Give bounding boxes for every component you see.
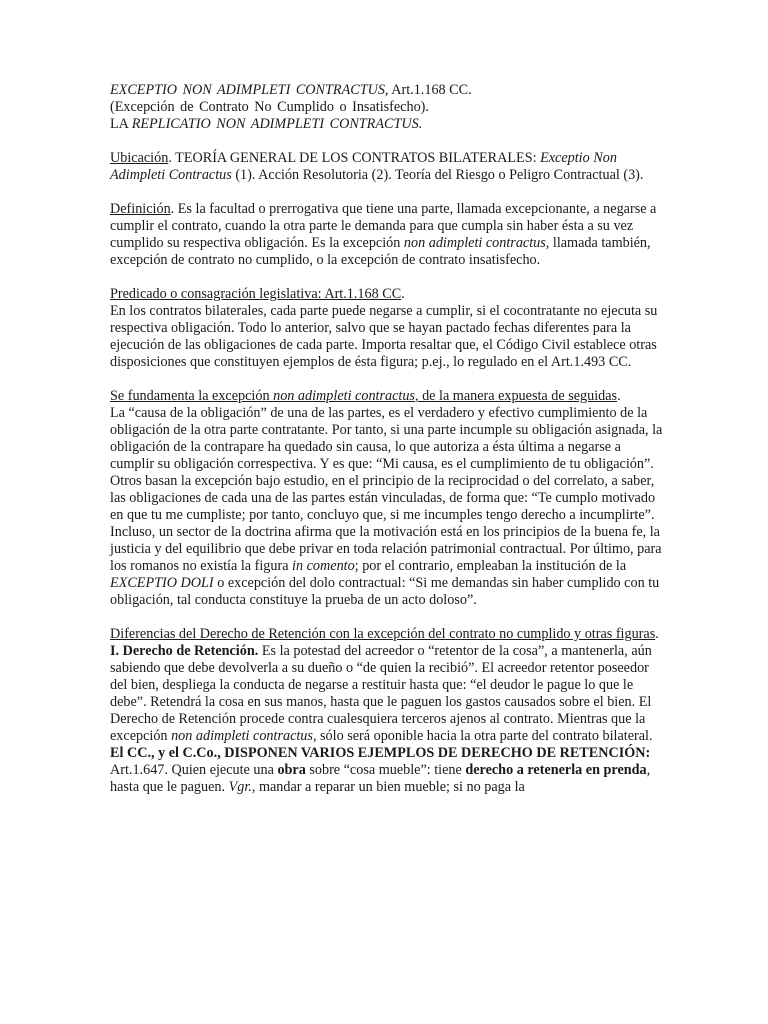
fundamento-italic-2: EXCEPTIO DOLI [110, 575, 214, 591]
definicion-label: Definición [110, 201, 171, 217]
fundamento-title-italic: non adimpleti contractus [273, 388, 415, 404]
diferencias-title: Diferencias del Derecho de Retención con la excepción del contrato no cumplido y otras figuras [110, 626, 656, 642]
replicatio-line [110, 116, 668, 133]
fundamento-text-1: La “causa de la obligación” de una de las partes, es el verdadero y efectivo cumplimiento de la obligación de la otra parte contratante. Por tanto, si una parte incumple su obligación asignada, la obligación de la contrapare ha quedado sin causa, lo que autoriza a ésta última a negarse a cumplir su obligación correspectiva. Y es que: “Mi causa, es el cumplimiento de tu obligación”. Otros basan la excepción bajo estudio, en el principio de la reciprocidad o del correlato, a saber, las obligaciones de cada una de las partes están vinculadas, de forma que: “Te cumplo motivado en que tu me cumpliste; por tanto, concluyo que, si me incumples tengo derecho a incumplirte”. Incluso, un sector de la doctrina afirma que la motivación está en los principios de la buena fe, la justicia y del equilibrio que debe privar en toda relación patrimonial contractual. Por último, para los romanos no existía la figura [110, 405, 663, 574]
diferencias-bold-3: derecho a retenerla en prenda [465, 762, 647, 778]
fundamento-title-b: , de la manera expuesta de seguidas [414, 388, 618, 404]
diferencias-text-3: Art.1.647. Quien ejecute una [110, 762, 278, 778]
ubicacion-italic: Exceptio Non Adimpleti Contractus [110, 150, 617, 183]
predicado-title-end: . [401, 286, 405, 302]
ubicacion-label: Ubicación [110, 150, 169, 166]
diferencias-italic-2: Vgr. [228, 779, 252, 795]
diferencias-text [110, 643, 668, 796]
fundamento-italic-1: in comento [292, 558, 355, 574]
diferencias-text-5: , hasta que le paguen. [110, 762, 651, 795]
predicado-title: Predicado o consagración legislativa: Art.1.168 CC [110, 286, 402, 302]
fundamento-text-3: o excepción del dolo contractual: “Si me demandas sin haber cumplido con tu obligación, tal conducta constituye la prueba de un acto doloso”. [110, 575, 660, 608]
subtitle-line: (Excepción de Contrato No Cumplido o Insatisfecho). [110, 99, 429, 115]
diferencias-text-6: , mandar a reparar un bien mueble; si no paga la [251, 779, 525, 795]
diferencias-text-2: , sólo será oponible hacia la otra parte del contrato bilateral. [312, 728, 653, 744]
diferencias-heading [110, 626, 668, 643]
replicatio-prefix: LA [110, 116, 132, 132]
diferencias-text-4: sobre “cosa mueble”: tiene [305, 762, 466, 778]
diferencias-title-end: . [655, 626, 659, 642]
definicion-text-2: , llamada también, excepción de contrato no cumplido, o la excepción de contrato insatisfecho. [110, 235, 651, 268]
definicion-italic: non adimpleti contractus [403, 235, 546, 251]
ubicacion-text-2: (1). Acción Resolutoria (2). Teoría del Riesgo o Peligro Contractual (3). [231, 167, 644, 183]
replicatio-title: REPLICATIO NON ADIMPLETI CONTRACTUS. [131, 116, 423, 132]
fundamento-title-end: . [617, 388, 621, 404]
ubicacion-paragraph [110, 150, 668, 184]
diferencias-text-1: Es la potestad del acreedor o “retentor de la cosa”, a mantenerla, aún sabiendo que debe devolverla a su dueño o “de quien la recibió”. El acreedor retentor poseedor del bien, despliega la conducta de negarse a restituir hasta que: “el deudor le pague lo que le debe”. Retendrá la cosa en sus manos, hasta que le paguen los gastos causados sobre el bien. El Derecho de Retención procede contra cualesquiera terceros ajenos al contrato. Mientras que la excepción [110, 643, 652, 744]
title-latin: EXCEPTIO NON ADIMPLETI CONTRACTUS, [110, 82, 389, 98]
diferencias-bold-1: El CC., y el C.Co., DISPONEN VARIOS EJEMPLOS DE DERECHO DE RETENCIÓN: [110, 745, 651, 761]
fundamento-title-a: Se fundamenta la excepción [110, 388, 274, 404]
predicado-section [110, 286, 668, 371]
definicion-paragraph [110, 201, 668, 269]
fundamento-title [110, 388, 617, 404]
fundamento-heading [110, 388, 668, 405]
fundamento-text [110, 405, 668, 609]
fundamento-text-2: ; por el contrario, empleaban la institución de la [354, 558, 627, 574]
definicion-text-1: . Es la facultad o prerrogativa que tiene una parte, llamada excepcionante, a negarse a cumplir el contrato, cuando la otra parte le demanda para que cumpla sin haber ésta a su vez cumplido su respectiva obligación. Es la excepción [110, 201, 657, 251]
predicado-heading [110, 286, 668, 303]
diferencias-section [110, 626, 668, 796]
title-article: Art.1.168 CC. [388, 82, 472, 98]
title-line [110, 82, 668, 99]
diferencias-italic-1: non adimpleti contractus [171, 728, 313, 744]
ubicacion-text-1: . TEORÍA GENERAL DE LOS CONTRATOS BILATERALES: [168, 150, 541, 166]
predicado-text: En los contratos bilaterales, cada parte puede negarse a cumplir, si el cocontratante no ejecuta su respectiva obligación. Todo lo anterior, salvo que se hayan pactado fechas diferentes para la ejecución de las obligaciones de cada parte. Importa resaltar que, el Código Civil establece otras disposiciones que constituyen ejemplos de ésta figura; p.ej., lo regulado en el Art.1.493 CC. [110, 303, 658, 370]
diferencias-bold-2: obra [277, 762, 306, 778]
header-block [110, 82, 668, 133]
fundamento-section [110, 388, 668, 609]
retencion-heading: I. Derecho de Retención. [110, 643, 259, 659]
